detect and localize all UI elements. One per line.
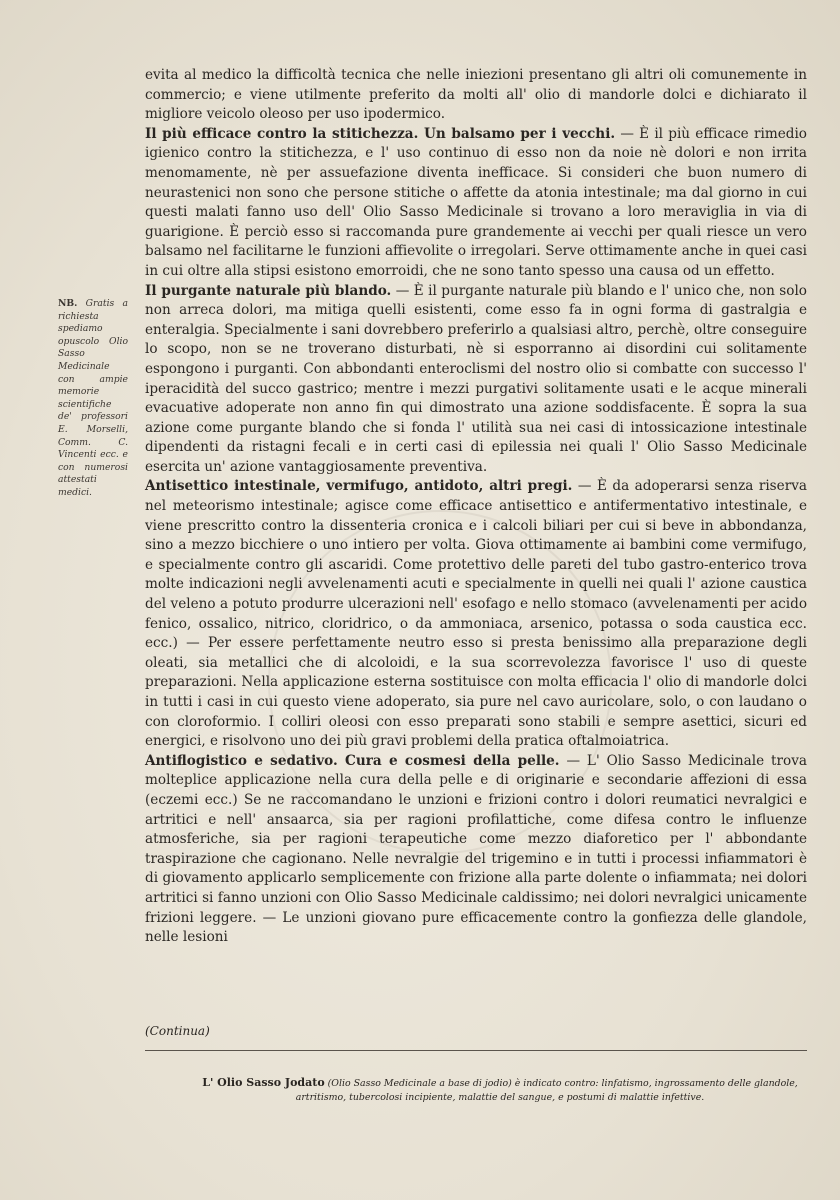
- article-body: [145, 66, 807, 948]
- section-heading: Il purgante naturale più blando.: [145, 282, 392, 299]
- side-note: [58, 298, 128, 500]
- section-heading: Antiflogistico e sedativo. Cura e cosmesi della pelle.: [145, 752, 560, 769]
- section-heading: Il più efficace contro la stitichezza. Un balsamo per i vecchi.: [145, 125, 616, 142]
- footer-product: L' Olio Sasso Jodato: [202, 1076, 325, 1089]
- side-note-lead: NB.: [58, 298, 78, 309]
- section-purgante: [145, 282, 807, 478]
- intro-paragraph: evita al medico la difficoltà tecnica che nelle iniezioni presentano gli altri oli comunemente in commercio; e viene utilmente preferito da molti all' olio di mandorle dolci e dichiarato il migliore veicolo oleoso per uso ipodermico.: [145, 67, 807, 123]
- section-antiflogistico: [145, 752, 807, 948]
- section-stitichezza: [145, 125, 807, 282]
- section-text: — L' Olio Sasso Medicinale trova molteplice applicazione nella cura della pelle e di originarie e secondarie affezioni di essa (eczemi ecc.) Se ne raccomandano le unzioni e frizioni contro i dolori reumatici nevralgici e artritici e nell' ansaarca, sia per ragioni profilattiche, come difesa contro le influenze atmosferiche, sia per ragioni terapeutiche come mezzo diaforetico per l' abbondante traspirazione che cagionano. Nelle nevralgie del trigemino e in tutti i processi infiammatori è di giovamento applicarlo semplicemente con frizione alla parte dolente o infiammata; nei dolori artritici si fanno unzioni con Olio Sasso Medicinale caldissimo; nei dolori nevralgici unicamente frizioni leggere. — Le unzioni giovano pure efficacemente contro la gonfiezza delle glandole, nelle lesioni: [145, 752, 807, 946]
- section-text: — È da adoperarsi senza riserva nel meteorismo intestinale; agisce come efficace antisettico e antifermentativo intestinale, e viene prescritto contro la dissenteria cronica e i calcoli biliari per cui si beve in abbondanza, sino a mezzo bicchiere o uno intiero per volta. Giova ottimamente ai bambini come vermifugo, e specialmente contro gli ascaridi. Come protettivo delle pareti del tubo gastro-enterico trova molte indicazioni negli avvelenamenti acuti e specialmente in quelli nei quali l' azione caustica del veleno a potuto produrre ulcerazioni nell' esofago e nello stomaco (avvelenamenti per acido fenico, ossalico, nitrico, cloridrico, o da ammoniaca, arsenico, potassa o soda caustica ecc. ecc.) — Per essere perfettamente neutro esso si presta benissimo alla preparazione degli oleati, sia metallici che di alcoloidi, e la sua scorrevolezza favorisce l' uso di queste preparazioni. Nella applicazione esterna sostituisce con molta efficacia l' olio di mandorle dolci in tutti i casi in cui questo viene adoperato, sia pure nel cavo auricolare, solo, o con laudano o con cloroformio. I colliri oleosi con esso preparati sono stabili e sempre asettici, sicuri ed energici, e risolvono uno dei più gravi problemi della pratica oftalmoiatrica.: [145, 478, 807, 750]
- footer-divider: [145, 1050, 807, 1051]
- side-note-text: Gratis a richiesta spediamo opuscolo Olio Sasso Medicinale con ampie memorie scientifiche de' professori E. Morselli, Comm. C. Vincenti ecc. e con numerosi attestati medici.: [58, 298, 128, 498]
- section-antisettico: [145, 477, 807, 751]
- section-heading: Antisettico intestinale, vermifugo, antidoto, altri pregi.: [145, 478, 573, 495]
- section-text: — È il più efficace rimedio igienico contro la stitichezza, e l' uso continuo di esso non da noie nè dolori e non irrita menomamente, nè per assuefazione diventa inefficace. Si consideri che buon numero di neurastenici non sono che persone stitiche o affette da atonia intestinale; ma dal giorno in cui questi malati fanno uso dell' Olio Sasso Medicinale si trovano a loro meraviglia in via di guarigione. È perciò esso si raccomanda pure grandemente ai vecchi per quali riesce un vero balsamo nel facilitarne le funzioni affievolite o irregolari. Serve ottimamente anche in quei casi in cui oltre alla stipsi esistono emorroidi, che ne sono tanto spesso una causa od un effetto.: [145, 125, 807, 279]
- continua-label: (Continua): [145, 1024, 210, 1038]
- footer-text: (Olio Sasso Medicinale a base di jodio) è indicato contro: linfatismo, ingrossamento delle glandole, artritismo, tubercolosi incipiente, malattie del sangue, e postumi di malattie infettive.: [295, 1078, 798, 1103]
- footer-note: [200, 1076, 800, 1105]
- section-text: — È il purgante naturale più blando e l' unico che, non solo non arreca dolori, ma mitiga quelli esistenti, come esso fa in ogni forma di gastralgia e enteralgia. Specialmente i sani dovrebbero preferirlo a qualsiasi altro, perchè, oltre conseguire lo scopo, non se ne troverano disturbati, nè si esporranno ai disordini cui solitamente espongono i purganti. Con abbondanti enteroclismi del nostro olio si combatte con successo l' iperacidità del succo gastrico; mentre i mezzi purgativi solitamente usati e le acque minerali evacuative adoperate non anno fin qui dimostrato una azione soddisfacente. È sopra la sua azione come purgante blando che si fonda l' utilità sua nei casi di intossicazione intestinale dipendenti da ristagni fecali e in certi casi di epilessia nei quali l' Olio Sasso Medicinale esercita un' azione vantaggiosamente preventiva.: [145, 282, 807, 475]
